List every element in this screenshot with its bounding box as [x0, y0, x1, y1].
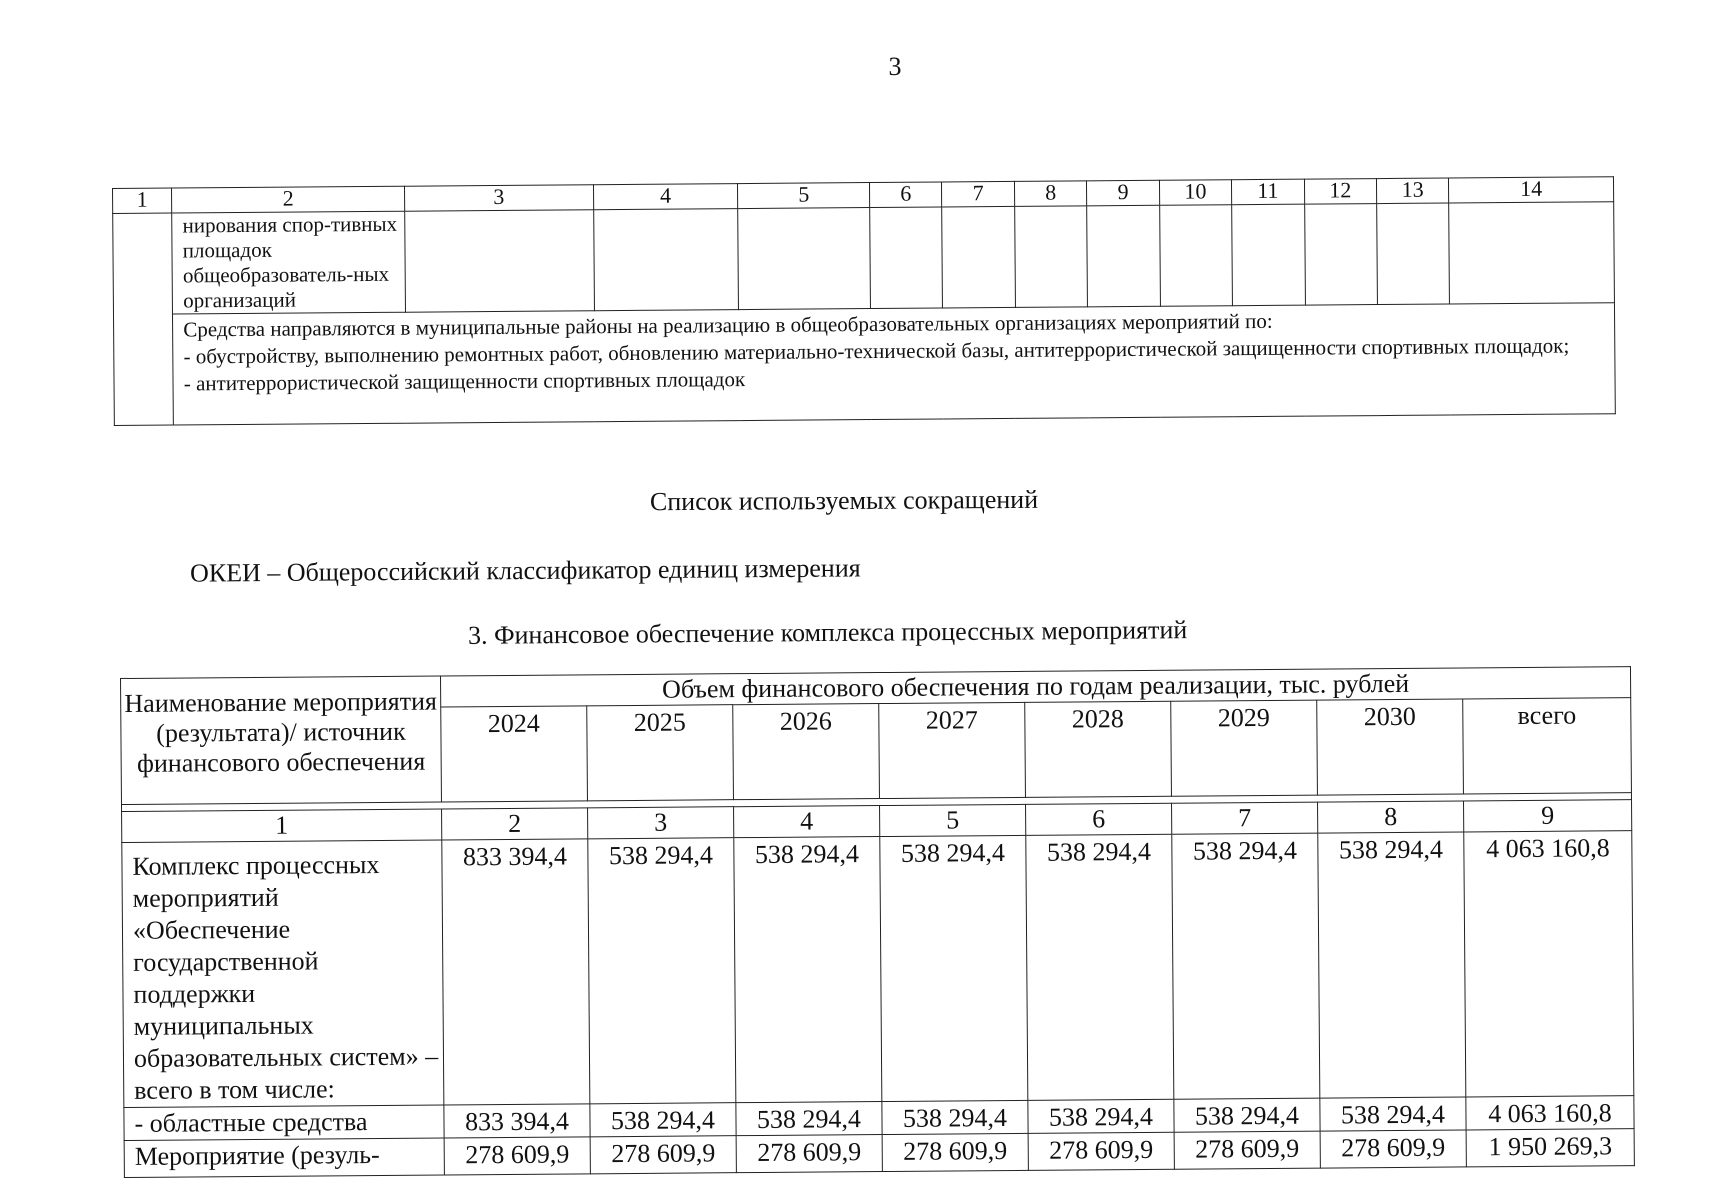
value-cell: 538 294,4 — [590, 1103, 736, 1137]
column-number: 3 — [404, 185, 593, 211]
empty-cell — [1087, 205, 1160, 307]
activity-name-continuation: нирования спор-тивных площадок общеобразователь-ных организаций — [172, 211, 405, 314]
column-number: 6 — [1026, 803, 1172, 835]
name-header: Наименование мероприятия (результата)/ источник финансового обеспечения — [121, 676, 442, 805]
year-header: 2027 — [879, 702, 1026, 798]
empty-cell — [593, 209, 739, 311]
value-cell: 538 294,4 — [1320, 1097, 1466, 1131]
column-number: 9 — [1087, 180, 1160, 206]
column-number: 3 — [588, 807, 734, 839]
total-cell: 4 063 160,8 — [1464, 831, 1634, 1097]
column-number: 4 — [734, 806, 880, 838]
value-cell: 538 294,4 — [1026, 834, 1174, 1100]
funding-volume-header: Объем финансового обеспечения по годам реализации, тыс. рублей — [440, 667, 1630, 707]
value-cell: 278 609,9 — [590, 1136, 736, 1174]
value-cell: 538 294,4 — [736, 1102, 882, 1136]
value-cell: 538 294,4 — [588, 838, 736, 1104]
column-number: 14 — [1449, 177, 1614, 203]
column-number: 1 — [122, 809, 442, 843]
note-line: - обустройству, выполнению ремонтных работ, обновлению материально-технической базы, антитеррористической защищенности спортивных площадок; — [183, 333, 1570, 369]
note-line: Средства направляются в муниципальные районы на реализацию в общеобразовательных организациях мероприятий по: — [183, 308, 1273, 342]
column-number: 2 — [442, 808, 588, 840]
total-header: всего — [1463, 698, 1632, 794]
value-cell: 538 294,4 — [1028, 1099, 1174, 1133]
note-line: - антитеррористической защищенности спортивных площадок — [183, 367, 746, 396]
activities-table — [112, 176, 1616, 426]
empty-cell — [738, 208, 870, 310]
year-header: 2024 — [441, 706, 588, 802]
empty-cell — [942, 206, 1015, 308]
column-number: 5 — [880, 804, 1026, 836]
column-number: 8 — [1014, 181, 1087, 207]
value-cell: 538 294,4 — [882, 1100, 1028, 1134]
row-name: Мероприятие (резуль- — [124, 1138, 444, 1178]
empty-cell — [1449, 202, 1614, 304]
table-row — [122, 831, 1634, 1108]
column-number: 10 — [1159, 180, 1232, 206]
row-name: Комплекс процессных мероприятий «Обеспечение государственной поддержки муниципальных образовательных систем» – всего в том числе: — [122, 840, 444, 1108]
column-number: 13 — [1376, 178, 1449, 204]
total-cell: 4 063 160,8 — [1466, 1096, 1634, 1130]
value-cell: 538 294,4 — [880, 835, 1028, 1101]
value-cell: 278 609,9 — [736, 1135, 882, 1173]
column-number: 2 — [172, 186, 405, 213]
section-title: 3. Финансовое обеспечение комплекса процессных мероприятий — [467, 615, 1188, 650]
column-number: 11 — [1232, 179, 1305, 205]
empty-cell — [405, 210, 595, 312]
column-number: 1 — [113, 188, 172, 213]
column-number: 7 — [1172, 802, 1318, 834]
value-cell: 278 609,9 — [1320, 1130, 1466, 1168]
column-number: 9 — [1464, 800, 1632, 832]
empty-cell — [1304, 204, 1377, 306]
column-number: 6 — [870, 182, 943, 208]
value-cell: 538 294,4 — [1174, 1098, 1320, 1132]
year-header: 2026 — [733, 704, 880, 800]
value-cell: 278 609,9 — [1028, 1132, 1174, 1170]
abbreviation-item: ОКЕИ – Общероссийский классификатор единиц измерения — [189, 553, 861, 588]
value-cell: 538 294,4 — [1318, 832, 1466, 1098]
value-cell: 833 394,4 — [444, 1104, 590, 1138]
value-cell: 278 609,9 — [882, 1133, 1028, 1171]
empty-cell — [1159, 205, 1232, 307]
column-number: 8 — [1318, 801, 1464, 833]
empty-cell — [113, 213, 174, 425]
value-cell: 538 294,4 — [1172, 833, 1320, 1099]
value-cell: 833 394,4 — [442, 839, 590, 1105]
funding-note — [173, 303, 1616, 425]
table-row — [113, 202, 1615, 315]
column-number: 7 — [942, 181, 1015, 207]
year-header: 2030 — [1317, 699, 1464, 795]
column-number: 12 — [1304, 179, 1377, 205]
year-header: 2028 — [1025, 701, 1172, 797]
value-cell: 278 609,9 — [444, 1137, 590, 1175]
empty-cell — [1015, 206, 1088, 308]
abbreviations-heading: Список используемых сокращений — [649, 484, 1039, 517]
total-cell: 1 950 269,3 — [1466, 1129, 1634, 1167]
empty-cell — [870, 207, 943, 309]
year-header: 2025 — [587, 705, 734, 801]
column-number: 5 — [738, 183, 870, 209]
value-cell: 538 294,4 — [734, 837, 882, 1103]
column-number: 4 — [593, 184, 738, 210]
finance-table — [120, 666, 1635, 1178]
row-name: - областные средства — [124, 1105, 444, 1141]
empty-cell — [1377, 203, 1450, 305]
empty-cell — [1232, 204, 1305, 306]
table-row — [113, 303, 1615, 426]
value-cell: 278 609,9 — [1174, 1131, 1320, 1169]
year-header: 2029 — [1171, 700, 1318, 796]
page-number: 3 — [888, 52, 902, 81]
